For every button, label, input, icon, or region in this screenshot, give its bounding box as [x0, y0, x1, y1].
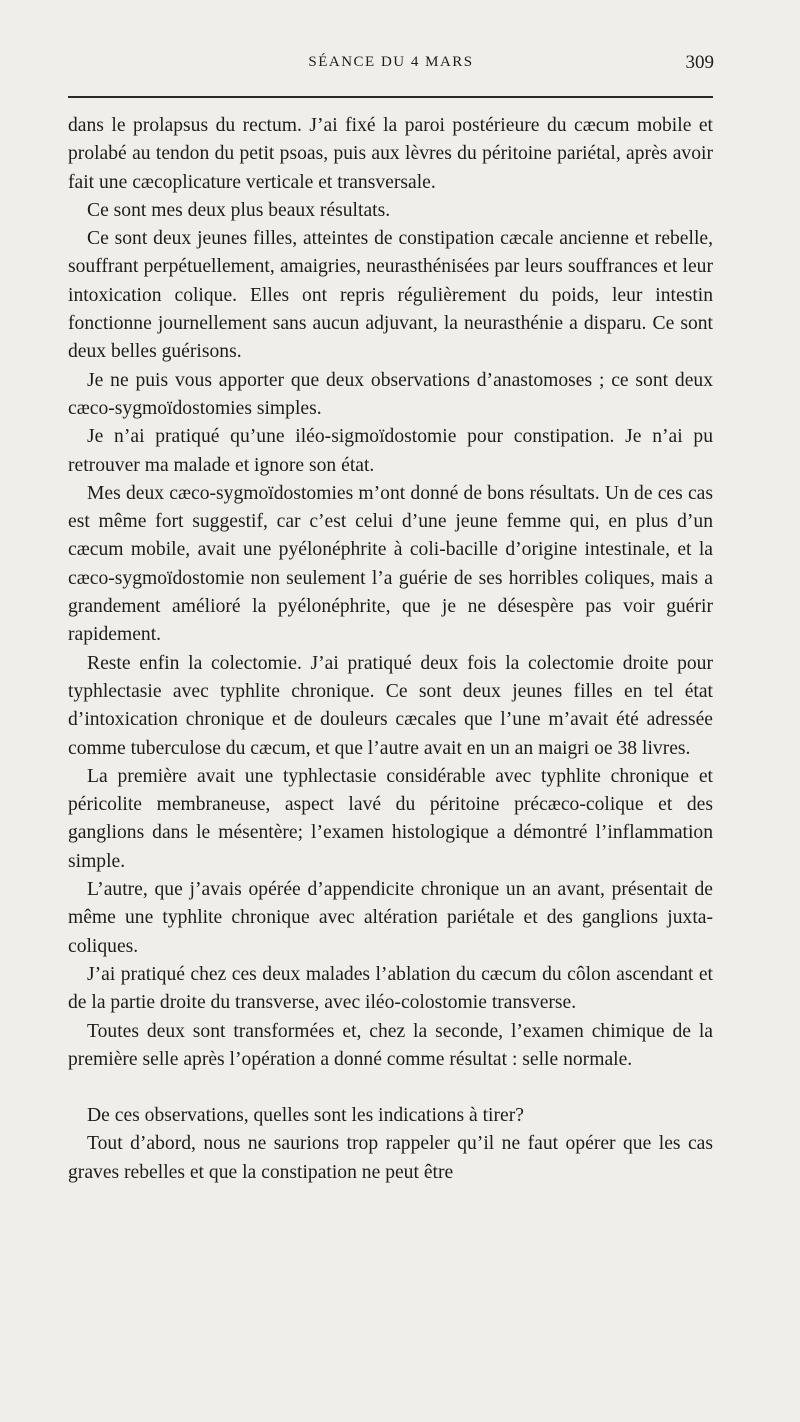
paragraph: La première avait une typhlectasie considérable avec typhlite chronique et péricolite membraneuse, aspect lavé du péritoine précæco-colique et des ganglions dans le mésentère; l’examen histologique a démontré l’inflammation simple. — [68, 765, 713, 872]
paragraph: J’ai pratiqué chez ces deux malades l’ablation du cæcum du côlon ascendant et de la partie droite du transverse, avec iléo-colostomie transverse. — [68, 963, 713, 1014]
running-head-title: SÉANCE DU 4 MARS — [308, 54, 474, 70]
paragraph: Tout d’abord, nous ne saurions trop rappeler qu’il ne faut opérer que les cas graves rebelles et que la constipation ne peut être — [68, 1133, 713, 1183]
paragraph-continuation: dans le prolapsus du rectum. J’ai fixé la paroi postérieure du cæcum mobile et prolabé au tendon du petit psoas, puis aux lèvres du péritoine pariétal, après avoir fait une cæcoplicature verticale et transversale. — [68, 115, 713, 193]
running-head — [68, 50, 714, 80]
paragraph: L’autre, que j’avais opérée d’appendicite chronique un an avant, présentait de même une typhlite chronique avec altération pariétale et des ganglions juxta-coliques. — [68, 879, 713, 957]
paragraph: Mes deux cæco-sygmoïdostomies m’ont donné de bons résultats. Un de ces cas est même fort suggestif, car c’est celui d’une jeune femme qui, en plus d’un cæcum mobile, avait une pyélonéphrite à coli-bacille d’origine intestinale, et la cæco-sygmoïdostomie non seulement l’a guérie de ses horribles coliques, mais a grandement amélioré la pyélonéphrite, que je ne désespère pas voir guérir rapidement. — [68, 482, 713, 646]
paragraph: Je n’ai pratiqué qu’une iléo-sigmoïdostomie pour constipation. Je n’ai pu retrouver ma malade et ignore son état. — [68, 426, 713, 476]
paragraph: Ce sont mes deux plus beaux résultats. — [87, 199, 391, 221]
paragraph: Je ne puis vous apporter que deux observations d’anastomoses ; ce sont deux cæco-sygmoïdostomies simples. — [68, 369, 713, 419]
header-rule — [68, 96, 713, 98]
paragraph: De ces observations, quelles sont les indications à tirer? — [87, 1105, 524, 1127]
page-number: 309 — [685, 52, 714, 73]
paragraph: Reste enfin la colectomie. J’ai pratiqué deux fois la colectomie droite pour typhlectasie avec typhlite chronique. Ce sont deux jeunes filles en tel état d’intoxication chronique et de douleurs cæcales que l’une m’avait été adressée comme tuberculose du cæcum, et que l’autre avait en un an maigri oe 38 livres. — [68, 652, 713, 759]
body-text — [68, 112, 713, 1187]
paragraph: Toutes deux sont transformées et, chez la seconde, l’examen chimique de la première selle après l’opération a donné comme résultat : selle normale. — [68, 1020, 713, 1070]
paragraph: Ce sont deux jeunes filles, atteintes de constipation cæcale ancienne et rebelle, souffrant perpétuellement, amaigries, neurasthénisées par leurs souffrances et leur intoxication colique. Elles ont repris régulièrement du poids, leur intestin fonctionne journellement sans aucun adjuvant, la neurasthénie a disparu. Ce sont deux belles guérisons. — [68, 228, 713, 363]
